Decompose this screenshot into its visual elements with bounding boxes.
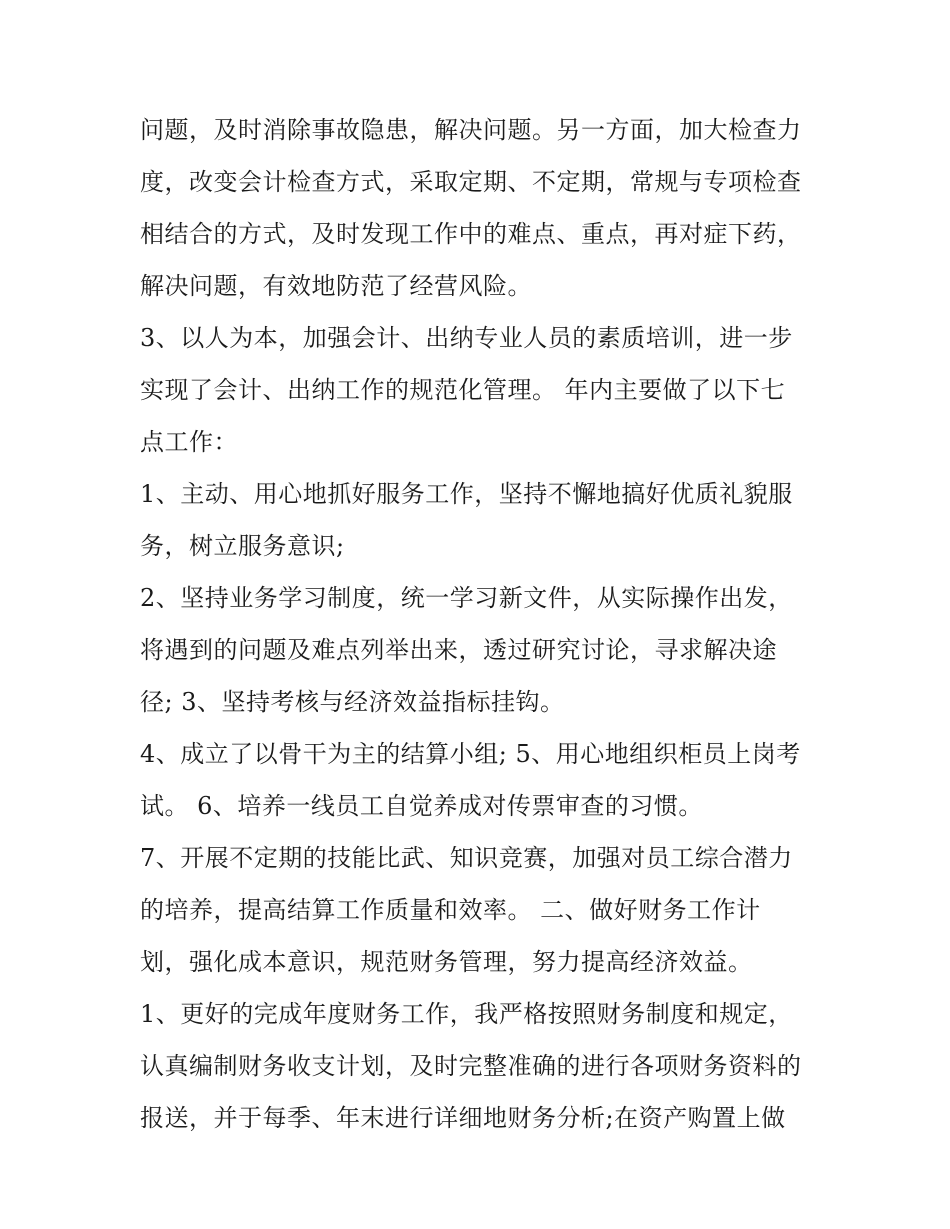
text-line: 1、更好的完成年度财务工作，我严格按照财务制度和规定， bbox=[140, 1000, 793, 1028]
body-text bbox=[140, 104, 830, 1144]
text-line: 问题，及时消除事故隐患，解决问题。另一方面，加大检查力 bbox=[140, 116, 802, 144]
text-line: 径; 3、坚持考核与经济效益指标挂钩。 bbox=[140, 688, 565, 716]
text-line: 7、开展不定期的技能比武、知识竞赛，加强对员工综合潜力 bbox=[140, 844, 793, 872]
text-line: 务，树立服务意识; bbox=[140, 532, 345, 560]
text-line: 解决问题，有效地防范了经营风险。 bbox=[140, 272, 532, 300]
text-line: 试。 6、培养一线员工自觉养成对传票审查的习惯。 bbox=[140, 792, 703, 820]
text-line: 3、以人为本，加强会计、出纳专业人员的素质培训，进一步 bbox=[140, 324, 793, 352]
text-line: 划，强化成本意识，规范财务管理，努力提高经济效益。 bbox=[140, 948, 753, 976]
text-line: 认真编制财务收支计划，及时完整准确的进行各项财务资料的 bbox=[140, 1052, 802, 1080]
text-line: 实现了会计、出纳工作的规范化管理。 年内主要做了以下七 bbox=[140, 376, 786, 404]
text-line: 报送，并于每季、年末进行详细地财务分析;在资产购置上做 bbox=[140, 1104, 786, 1132]
text-line: 的培养，提高结算工作质量和效率。 二、做好财务工作计 bbox=[140, 896, 761, 924]
text-line: 1、主动、用心地抓好服务工作，坚持不懈地搞好优质礼貌服 bbox=[140, 480, 793, 508]
text-line: 将遇到的问题及难点列举出来，透过研究讨论，寻求解决途 bbox=[140, 636, 777, 664]
text-line: 2、坚持业务学习制度，统一学习新文件，从实际操作出发， bbox=[140, 584, 793, 612]
text-line: 点工作： bbox=[140, 428, 238, 456]
text-line: 4、成立了以骨干为主的结算小组; 5、用心地组织柜员上岗考 bbox=[140, 740, 801, 768]
text-line: 相结合的方式，及时发现工作中的难点、重点，再对症下药， bbox=[140, 220, 802, 248]
text-line: 度，改变会计检查方式，采取定期、不定期，常规与专项检查 bbox=[140, 168, 802, 196]
